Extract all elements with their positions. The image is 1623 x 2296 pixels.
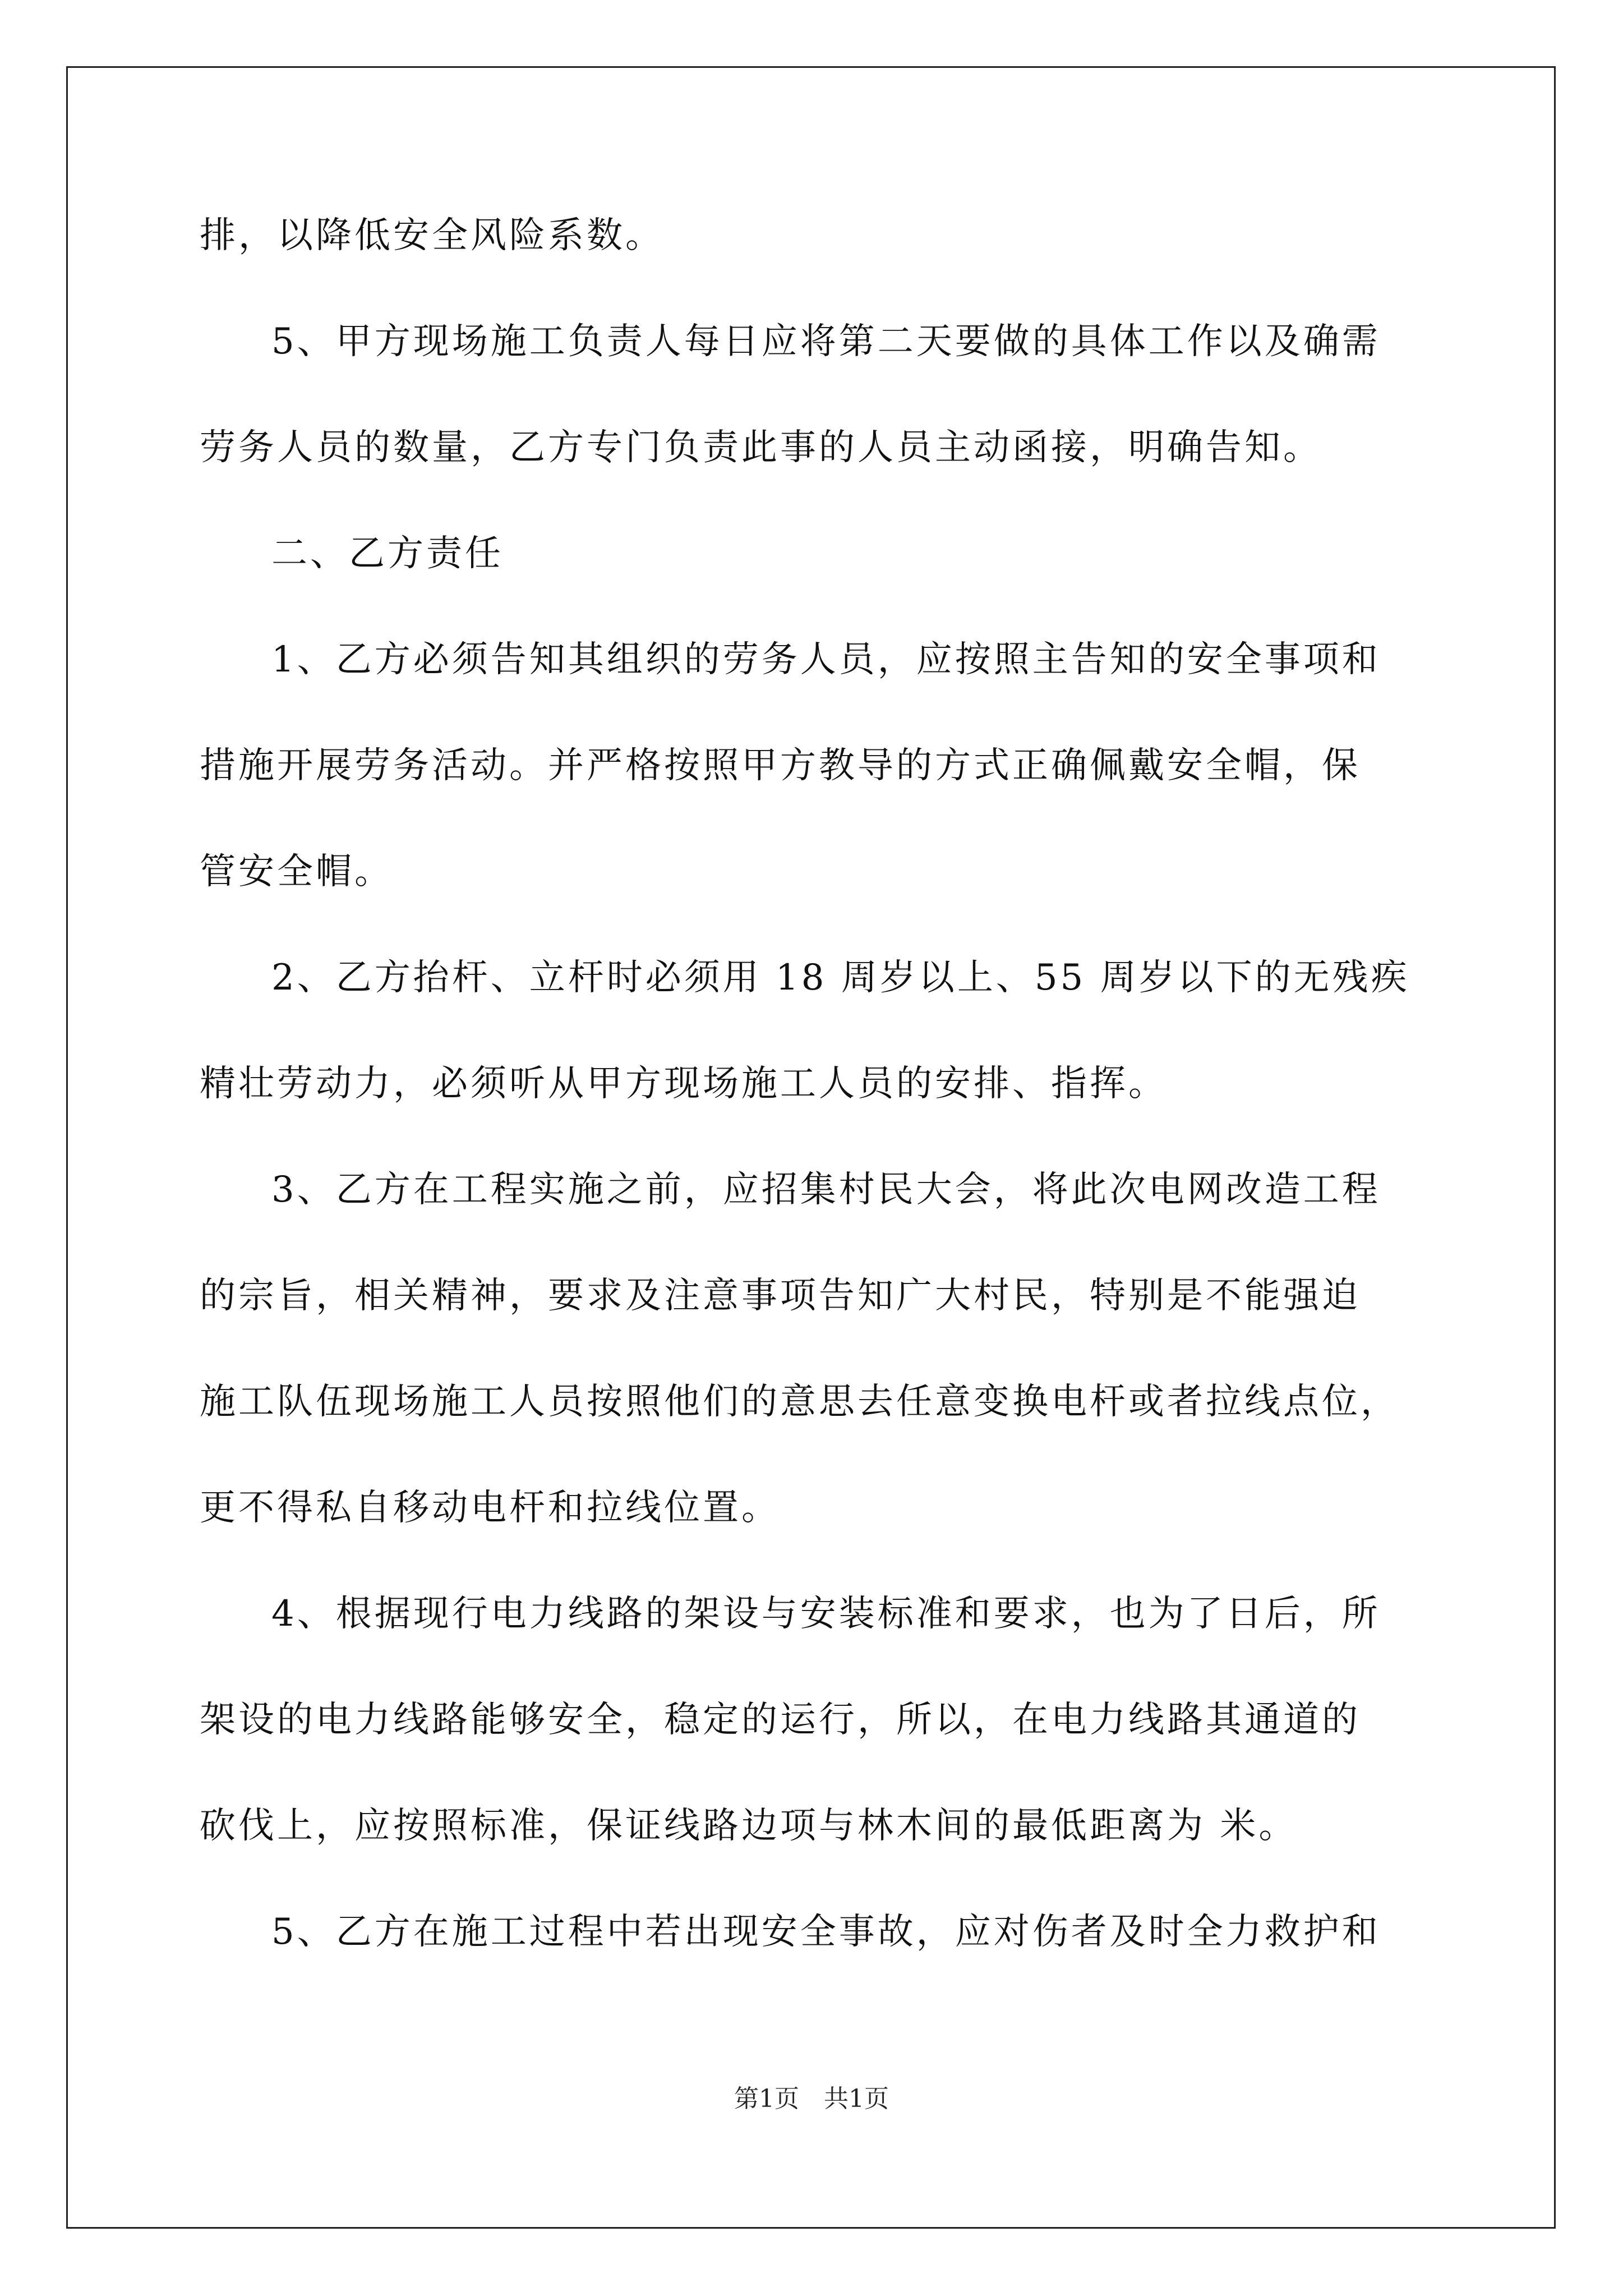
text-line: 精壮劳动力，必须听从甲方现场施工人员的安排、指挥。 [200,1063,1167,1105]
text-line: 4、根据现行电力线路的架设与安装标准和要求，也为了日后，所 [271,1593,1381,1635]
text-line: 5、乙方在施工过程中若出现安全事故，应对伤者及时全力救护和 [271,1911,1381,1953]
text-line: 3、乙方在工程实施之前，应招集村民大会，将此次电网改造工程 [271,1169,1381,1211]
text-line: 砍伐上，应按照标准，保证线路边项与林木间的最低距离为 米。 [200,1805,1298,1847]
text-line: 措施开展劳务活动。并严格按照甲方教导的方式正确佩戴安全帽，保 [200,745,1361,786]
text-line: 施工队伍现场施工人员按照他们的意思去任意变换电杆或者拉线点位， [200,1381,1399,1423]
section-heading: 二、乙方责任 [271,533,504,574]
text-line: 更不得私自移动电杆和拉线位置。 [200,1487,780,1529]
text-line: 的宗旨，相关精神，要求及注意事项告知广大村民，特别是不能强迫 [200,1275,1361,1317]
page-number-footer: 第1页 共1页 [734,2085,889,2113]
text-line: 劳务人员的数量，乙方专门负责此事的人员主动函接，明确告知。 [200,427,1322,468]
text-line: 1、乙方必须告知其组织的劳务人员，应按照主告知的安全事项和 [271,639,1381,680]
text-line: 排，以降低安全风险系数。 [200,215,664,256]
text-line: 5、甲方现场施工负责人每日应将第二天要做的具体工作以及确需 [271,321,1381,362]
text-line: 架设的电力线路能够安全，稳定的运行，所以，在电力线路其通道的 [200,1699,1361,1741]
text-line: 2、乙方抬杆、立杆时必须用 18 周岁以上、55 周岁以下的无残疾 [271,957,1410,999]
text-line: 管安全帽。 [200,851,393,892]
